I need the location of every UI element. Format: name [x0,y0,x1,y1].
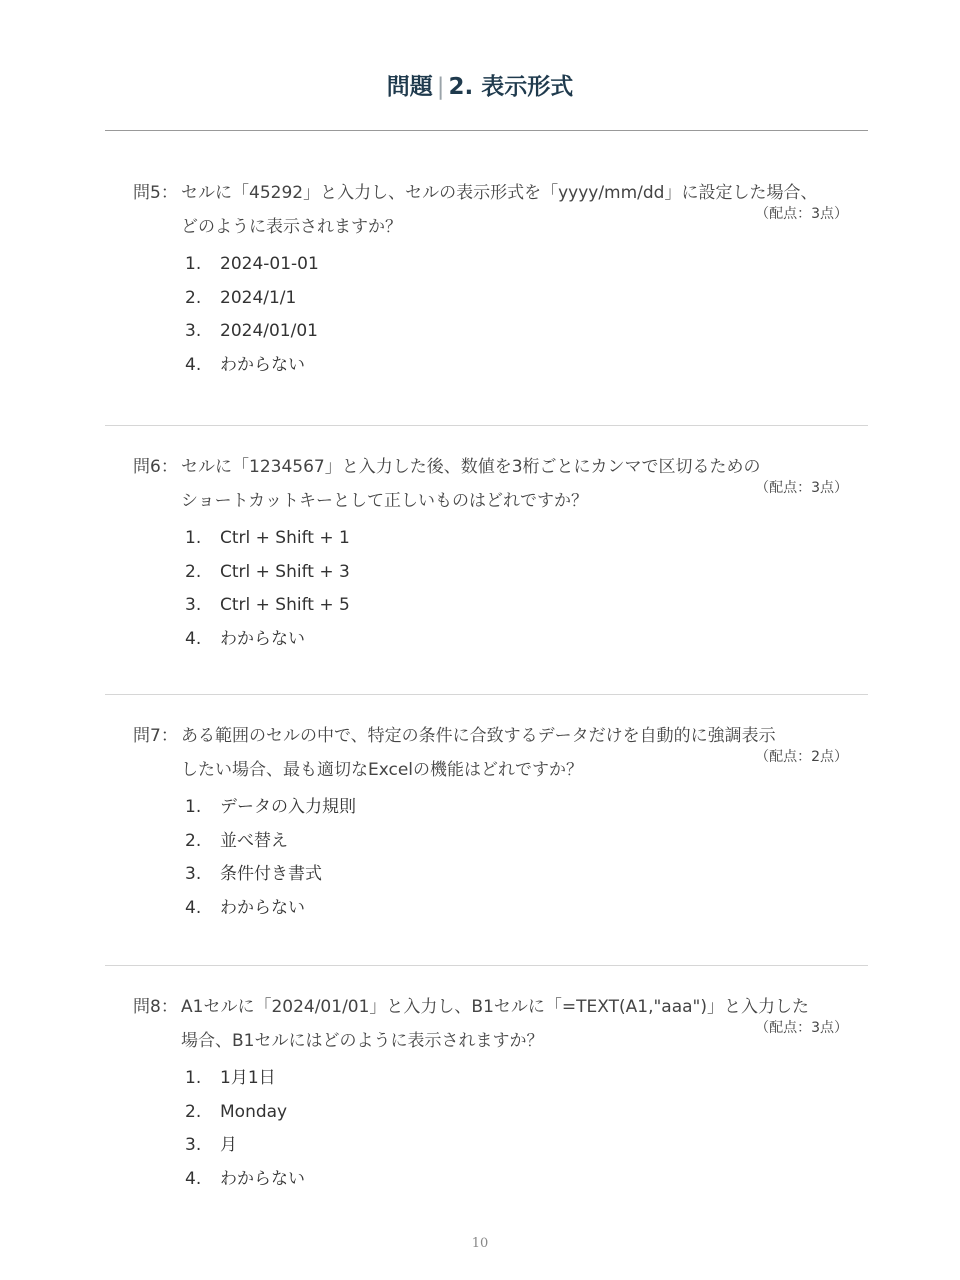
option-number: 2. [185,1101,202,1122]
answer-option[interactable] [185,248,853,282]
answer-option[interactable] [185,315,853,349]
question-divider [105,425,868,426]
page-number: 10 [471,1236,489,1251]
option-text: わからない [220,354,305,375]
question-text [181,176,853,244]
option-text: Ctrl + Shift + 1 [220,528,350,548]
question-text-line-1: ある範囲のセルの中で、特定の条件に合致するデータだけを自動的に強調表示 [181,726,776,746]
option-number: 2. [185,561,202,582]
option-number: 2. [185,287,202,308]
question-text [181,450,853,518]
answer-options [133,791,853,925]
option-text: 月 [220,1135,237,1155]
option-text: 2024-01-01 [220,254,319,274]
answer-option[interactable] [185,589,853,623]
answer-option[interactable] [185,858,853,892]
answer-option[interactable] [185,623,853,657]
answer-option[interactable] [185,825,853,859]
question-text-line-2: どのように表示されますか？ [181,217,402,237]
question-text-line-2: ショートカットキーとして正しいものはどれですか？ [181,491,588,511]
points-label: （配点：2点） [755,749,848,765]
option-text: Ctrl + Shift + 3 [220,561,350,582]
question-text-line-1: セルに「1234567」と入力した後、数値を3桁ごとにカンマで区切るための [181,457,761,477]
question-text-line-1: セルに「45292」と入力し、セルの表示形式を「yyyy/mm/dd」に設定した場合、 [181,183,818,203]
option-text: Monday [220,1101,288,1122]
option-number: 3. [185,595,202,615]
option-text: Ctrl + Shift + 5 [220,595,350,615]
question-text-line-2: 場合、B1セルにはどのように表示されますか？ [181,1031,544,1051]
answer-option[interactable] [185,892,853,926]
option-text: わからない [220,1168,305,1189]
option-text: わからない [220,628,305,649]
option-number: 4. [185,1168,202,1189]
option-text: データの入力規則 [220,797,356,817]
title-separator: | [436,74,445,100]
question-7 [133,719,853,925]
answer-option[interactable] [185,1163,853,1197]
option-number: 1. [185,797,202,817]
question-5 [133,176,853,382]
answer-option[interactable] [185,349,853,383]
option-text: 条件付き書式 [220,864,322,884]
option-number: 3. [185,864,202,884]
option-text: 2024/1/1 [220,287,297,308]
question-8 [133,990,853,1196]
question-text-line-1: A1セルに「2024/01/01」と入力し、B1セルに「=TEXT(A1,"aaa")」と入力した [181,997,810,1017]
option-number: 4. [185,628,202,649]
points-label: （配点：3点） [755,1020,848,1036]
title-label: 問題 [386,74,433,100]
answer-option[interactable] [185,1062,853,1096]
points-label: （配点：3点） [755,480,848,496]
option-number: 4. [185,354,202,375]
option-number: 1. [185,1068,202,1088]
answer-options [133,248,853,382]
question-number: 問5： [133,183,178,203]
title-section: 2. 表示形式 [448,74,574,100]
answer-option[interactable] [185,791,853,825]
answer-option[interactable] [185,522,853,556]
option-text: 2024/01/01 [220,321,318,341]
answer-option[interactable] [185,556,853,590]
question-text [181,719,853,787]
question-6 [133,450,853,656]
answer-options [133,522,853,656]
question-divider [105,965,868,966]
option-number: 4. [185,897,202,918]
answer-option[interactable] [185,1129,853,1163]
option-text: わからない [220,897,305,918]
answer-options [133,1062,853,1196]
header-divider [105,130,868,131]
page-title [0,70,960,104]
option-number: 3. [185,321,202,341]
question-number: 問6： [133,457,178,477]
question-number: 問8： [133,997,178,1017]
question-text [181,990,853,1058]
question-divider [105,694,868,695]
option-number: 3. [185,1135,202,1155]
answer-option[interactable] [185,1096,853,1130]
option-text: 並べ替え [220,830,288,851]
answer-option[interactable] [185,282,853,316]
option-number: 1. [185,528,202,548]
points-label: （配点：3点） [755,206,848,222]
option-text: 1月1日 [220,1068,276,1088]
question-number: 問7： [133,726,178,746]
option-number: 2. [185,830,202,851]
question-text-line-2: したい場合、最も適切なExcelの機能はどれですか？ [181,760,584,780]
option-number: 1. [185,254,202,274]
